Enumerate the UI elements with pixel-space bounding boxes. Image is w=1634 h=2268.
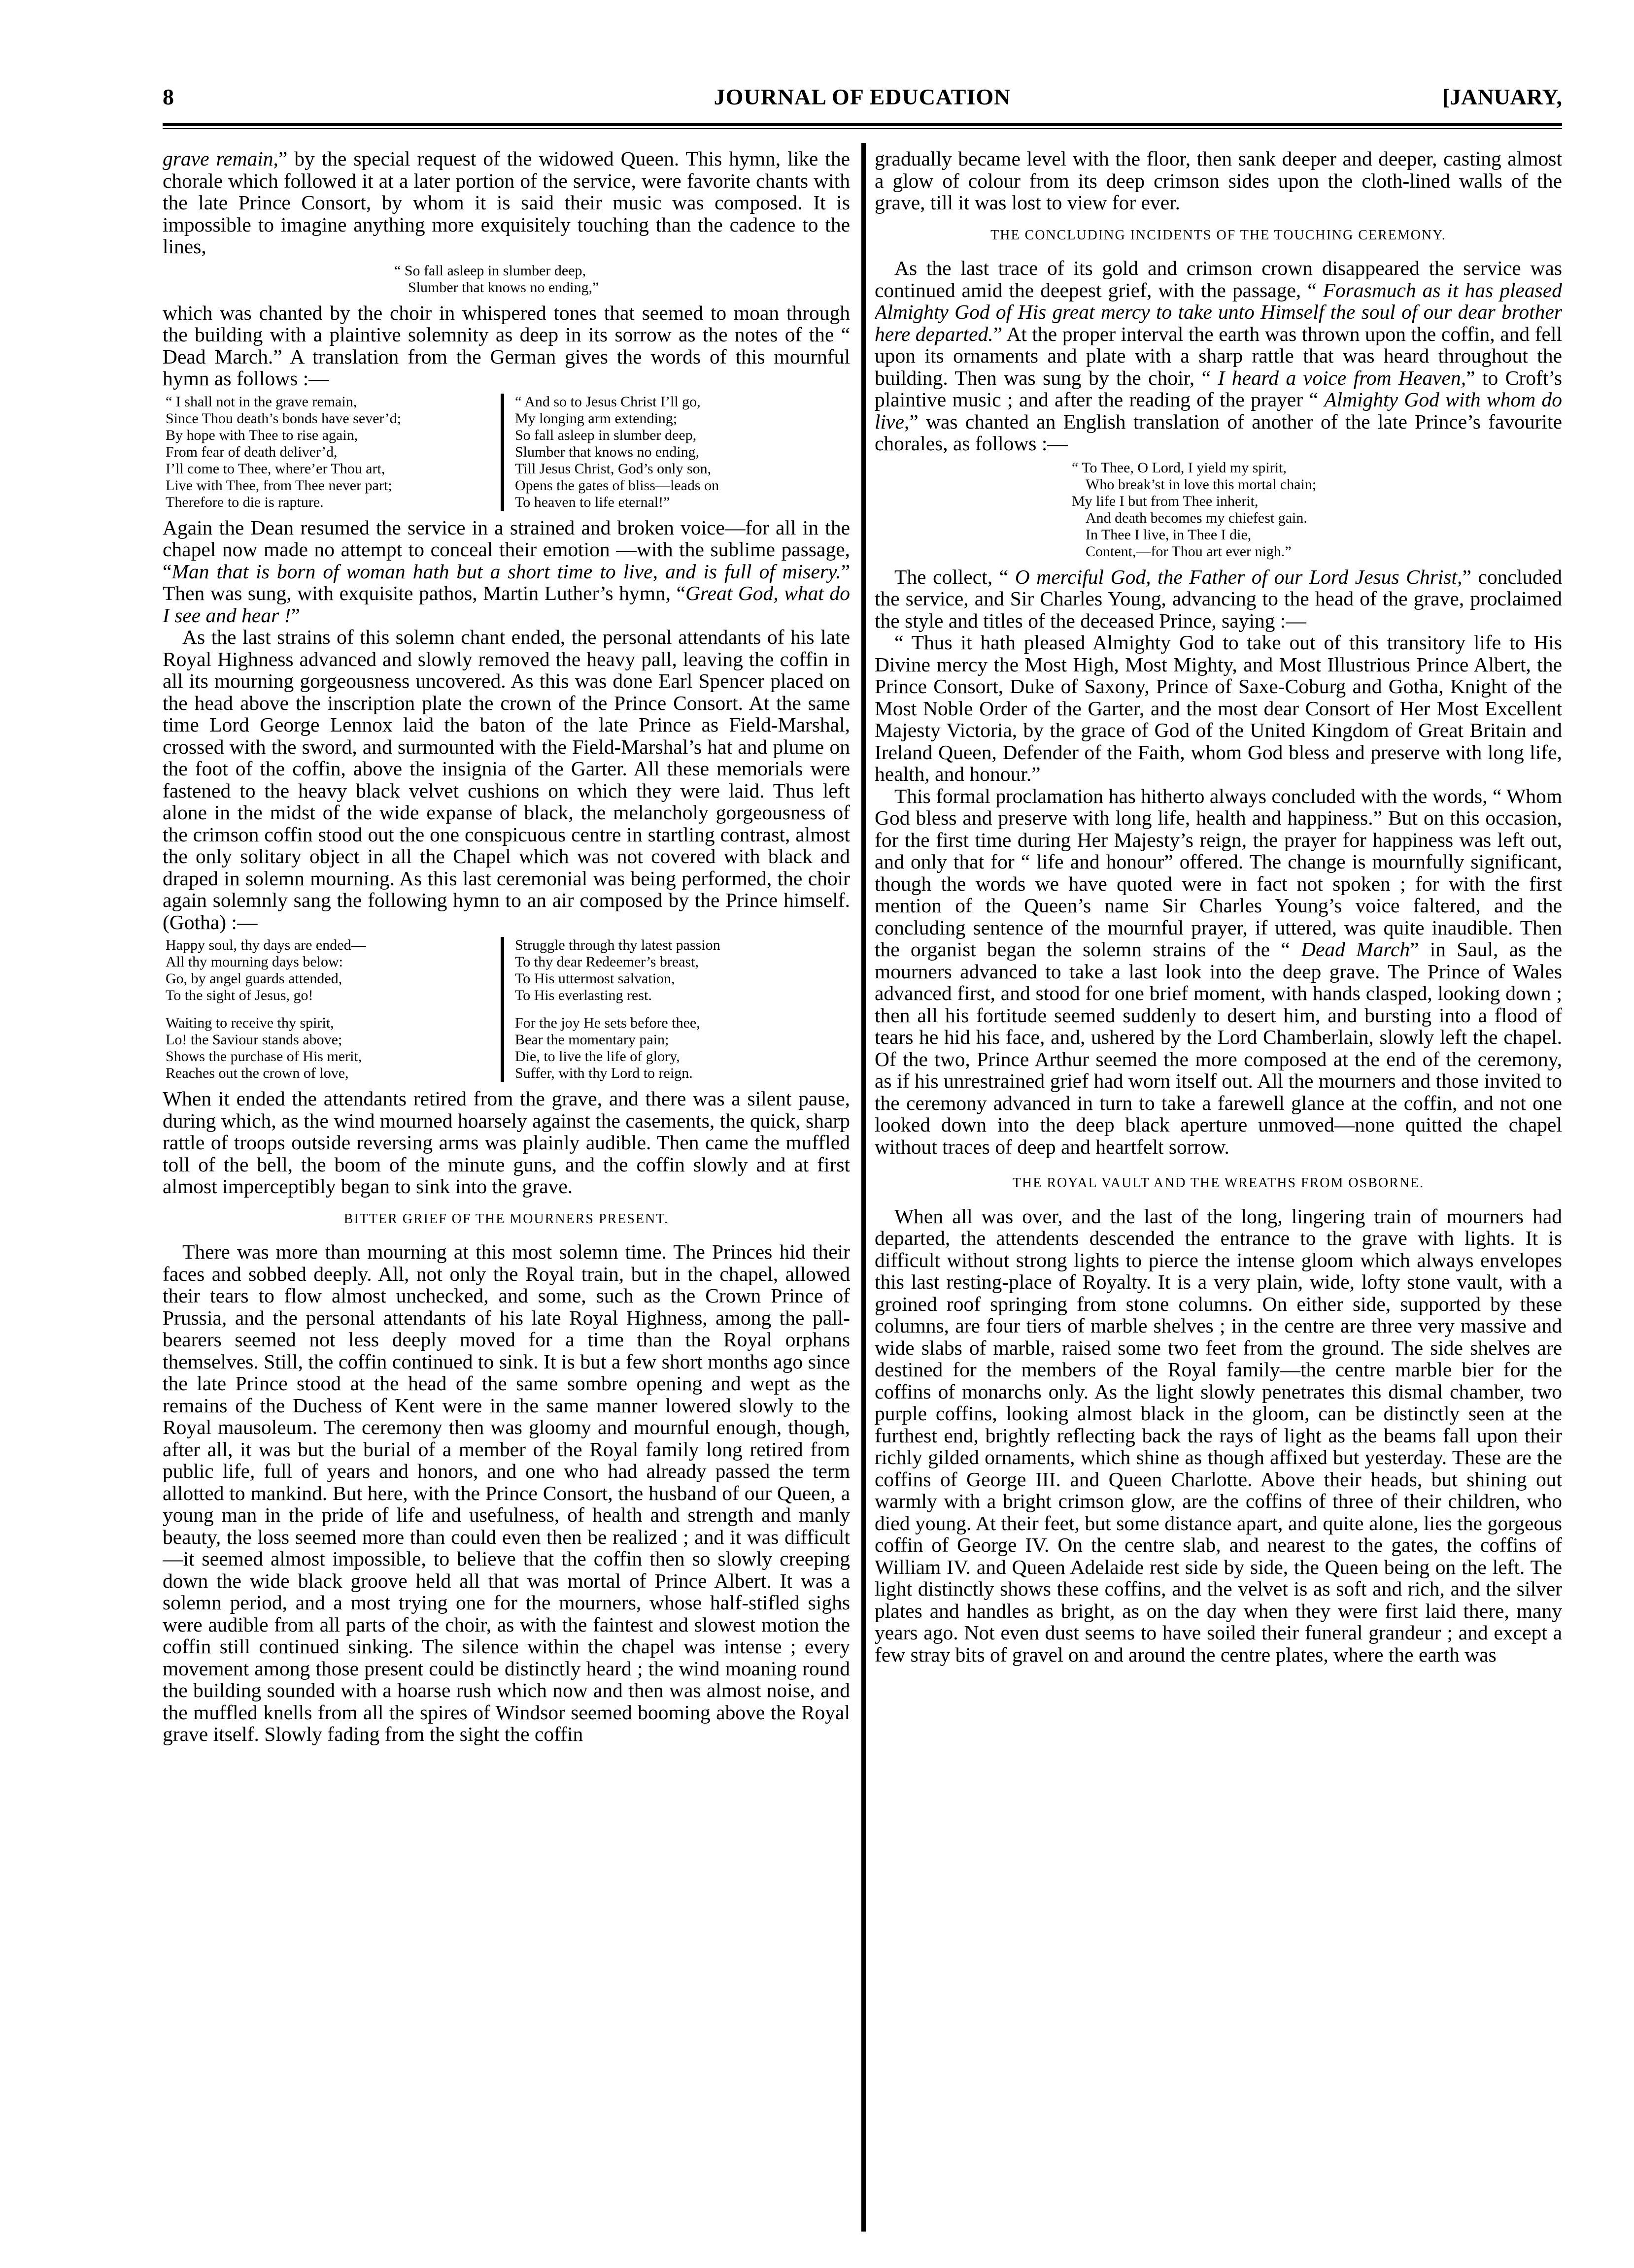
italic-phrase: Great God, what do I see and hear ! <box>163 582 850 627</box>
hymn-translation <box>163 394 850 511</box>
verse-line: Therefore to die is rapture. <box>166 494 324 510</box>
paragraph <box>875 566 1562 632</box>
paragraph-text: As the last trace of its gold and crimson crown disappeared the service was continued amid the deepest grief, with the passage, “ <box>875 257 1562 301</box>
paragraph-text: ” to Croft’s plaintive music ; and after the reading of the prayer “ <box>875 366 1562 411</box>
stanza-gap <box>515 1004 844 1015</box>
verse-line: Since Thou death’s bonds have sever’d; <box>166 410 401 427</box>
verse-line: Slumber that knows no ending,” <box>408 279 599 296</box>
paragraph: When all was over, and the last of the long, lingering train of mourners had departed, the attendents descended the entrance to the grave with lights. It is difficult without strong lights to pierce the intense gloom which always envelopes this last resting-place of Royalty. It is a very plain, wide, lofty stone vault, with a groined roof springing from stone columns. On either side, supported by these columns, are four tiers of marble shelves ; in the centre are three very massive and wide slabs of marble, raised some two feet from the ground. The side shelves are destined for the members of the Royal family—the centre marble bier for the coffins of monarchs only. As the light slowly penetrates this dismal chamber, two purple coffins, looking almost black in the gloom, can be distinctly seen at the furthest end, brightly reflecting back the rays of light as the beams fall upon their richly gilded ornaments, which shine as though affixed but yesterday. These are the coffins of George III. and Queen Charlotte. Above their heads, but shining out warmly with a bright crimson glow, are the coffins of three of their children, who died young. At their feet, but some distance apart, and quite alone, lies the gorgeous coffin of George IV. On the centre slab, and nearest to the gates, the coffins of William IV. and Queen Adelaide rest side by side, the Queen being on the left. The light distinctly shows these coffins, and the velvet is as soft and rich, and the silver plates and handles as bright, as on the day when they were first laid there, many years ago. Not even dust seems to have soiled their funeral grandeur ; and except a few stray bits of gravel on and around the centre plates, where the earth was <box>875 1204 1562 1666</box>
verse-line: “ So fall asleep in slumber deep, <box>394 262 586 279</box>
verse-line: To the sight of Jesus, go! <box>166 987 313 1003</box>
paragraph <box>163 517 850 627</box>
column-divider <box>861 143 866 2232</box>
page-number: 8 <box>163 84 174 109</box>
paragraph <box>163 148 850 258</box>
paragraph <box>875 785 1562 1158</box>
paragraph-text: ” by the special request of the widowed Queen. This hymn, like the chorale which followed it at a later portion of the service, were favorite chants with the late Prince Consort, by whom it is said their music was composed. It is impossible to imagine anything more exquisitely touching than the cadence to the lines, <box>163 148 850 258</box>
paragraph: There was more than mourning at this most solemn time. The Princes hid their faces and sobbed deeply. All, not only the Royal train, but in the chapel, allowed their tears to flow almost unchecked, and some, such as the Crown Prince of Prussia, and the personal attendants of his late Royal Highness, among the pall-bearers seemed not less deeply moved for a time than the Royal orphans themselves. Still, the coffin continued to sink. It is but a few short months ago since the late Prince stood at the head of the same sombre opening and wept as the remains of the Duchess of Kent were in the same manner lowered slowly to the Royal mausoleum. The ceremony then was gloomy and mournful enough, though, after all, it was but the burial of a member of the Royal family long retired from public life, full of years and honors, and one who had already passed the term allotted to mankind. But here, with the Prince Consort, the husband of our Queen, a young man in the pride of life and usefulness, of health and strength and manly beauty, the loss seemed more than could even then be realized ; and it was difficult—it seemed almost impossible, to believe that the coffin then so slowly creeping down the wide black groove held all that was mortal of Prince Albert. It was a solemn period, and a most trying one for the mourners, whose half-stifled sighs were audible from all parts of the choir, as with the faintest and slowest motion the coffin still continued sinking. The silence within the chapel was intense ; every movement among those present could be distinctly heard ; the wind moaning round the building sounded with a hoarse rush which now and then was almost noise, and the muffled knells from all the spires of Windsor seemed booming above the Royal grave itself. Slowly fading from the sight the coffin <box>163 1240 850 1745</box>
verse-line: Reaches out the crown of love, <box>166 1065 349 1081</box>
paragraph-text: The collect, “ <box>894 565 1015 588</box>
verse-line: So fall asleep in slumber deep, <box>515 427 697 443</box>
paragraph-text: This formal proclamation has hitherto always concluded with the words, “ Whom God bless and preserve with long life, health and happiness.” But on this occasion, for the first time during Her Majesty’s reign, the prayer for happiness was left out, and only that for “ life and honour” offered. The change is mournfully significant, though the words we have quoted were in fact not spoken ; for with the first mention of the Queen’s name Sir Charles Young’s voice faltered, and the concluding sentence of the mournful prayer, if uttered, was quite inaudible. Then the organist began the solemn strains of the “ <box>875 784 1562 961</box>
verse-line: In Thee I live, in Thee I die, <box>1086 526 1252 543</box>
hymn-column-left <box>163 937 501 1082</box>
verse-line: “ And so to Jesus Christ I’ll go, <box>515 393 701 410</box>
italic-phrase: Man that is born of woman hath but a short time to live, and is full of misery. <box>171 560 841 583</box>
verse-line: By hope with Thee to rise again, <box>166 427 358 443</box>
stanza-gap <box>166 1004 495 1015</box>
paragraph-text: ” <box>291 603 300 627</box>
section-heading: BITTER GRIEF OF THE MOURNERS PRESENT. <box>343 1211 669 1227</box>
verse-line: Live with Thee, from Thee never part; <box>166 477 392 494</box>
header-rule <box>163 123 1562 129</box>
verse-line: And death becomes my chiefest gain. <box>1086 509 1307 526</box>
paragraph-text: ” concluded the service, and Sir Charles Young, advancing to the head of the grave, proclaimed the style and titles of the deceased Prince, saying :— <box>875 565 1562 632</box>
verse-line: Shows the purchase of His merit, <box>166 1048 362 1065</box>
paragraph: When it ended the attendants retired from the grave, and there was a silent pause, during which, as the wind mourned hoarsely against the casements, the quick, sharp rattle of troops outside reversing arms was plainly audible. Then came the muffled toll of the bell, the boom of the minute guns, and the coffin slowly and at first almost imperceptibly began to sink into the grave. <box>163 1087 850 1198</box>
italic-phrase: O merciful God, the Father of our Lord Jesus Christ, <box>1015 565 1463 588</box>
issue-month: [JANUARY, <box>1442 84 1562 109</box>
paragraph-text: ” Then was sung, with exquisite pathos, Martin Luther’s hymn, “ <box>163 560 850 604</box>
journal-title: JOURNAL OF EDUCATION <box>714 84 1011 109</box>
verse-line: To His uttermost salvation, <box>515 970 675 987</box>
quoted-lines <box>394 263 850 296</box>
paragraph <box>875 257 1562 455</box>
verse-line: I’ll come to Thee, where’er Thou art, <box>166 460 385 477</box>
running-header <box>163 84 1562 118</box>
paragraph: As the last strains of this solemn chant ended, the personal attendants of his late Royal Highness advanced and slowly removed the heavy pall, leaving the coffin in all its mourning gorgeousness uncovered. As this was done Earl Spencer placed on the head above the inscription plate the crown of the Prince Consort. At the same time Lord George Lennox laid the baton of the late Prince as Field-Marshal, crossed with the sword, and surmounted with the Field-Marshal’s hat and plume on the foot of the coffin, above the insignia of the Garter. All these memorials were fastened to the heavy black velvet cushions on which they were laid. Thus left alone in the midst of the wide expanse of black, the melancholy gorgeousness of the crimson coffin stood out the one conspicuous centre in startling contrast, almost the only solitary object in all the Chapel which was not covered with black and draped in solemn mourning. As this last ceremonial was being performed, the choir again solemnly sang the following hymn to an air composed by the Prince himself. (Gotha) :— <box>163 626 850 934</box>
verse-line: For the joy He sets before thee, <box>515 1015 700 1031</box>
verse-line: Waiting to receive thy spirit, <box>166 1015 334 1031</box>
verse-line: To heaven to life eternal!” <box>515 494 670 510</box>
chorale-translation <box>1072 460 1562 560</box>
italic-phrase: Forasmuch as it has pleased Almighty God of His great mercy to take unto Himself the soul of our dear brother here departed. <box>875 278 1562 345</box>
italic-phrase: Almighty God with whom do live, <box>875 388 1562 433</box>
hymn-column-right <box>501 937 850 1082</box>
hymn-gotha <box>163 937 850 1082</box>
verse-line: Till Jesus Christ, God’s only son, <box>515 460 712 477</box>
paragraph-text: ” At the proper interval the earth was thrown upon the coffin, and fell upon its ornaments and plate with a sharp rattle that was heard throughout the building. Then was sung by the choir, “ <box>875 322 1562 389</box>
verse-line: From fear of death deliver’d, <box>166 443 338 460</box>
left-column <box>163 148 850 2232</box>
section-heading: THE CONCLUDING INCIDENTS OF THE TOUCHING CEREMONY. <box>990 227 1446 243</box>
hymn-column-right <box>501 394 850 511</box>
verse-line: Suffer, with thy Lord to reign. <box>515 1065 693 1081</box>
verse-line: Slumber that knows no ending, <box>515 443 700 460</box>
verse-line: Struggle through thy latest passion <box>515 937 720 953</box>
verse-line: “ To Thee, O Lord, I yield my spirit, <box>1072 459 1287 476</box>
verse-line: To thy dear Redeemer’s breast, <box>515 954 699 970</box>
paragraph: “ Thus it hath pleased Almighty God to take out of this transitory life to His Divine mercy the Most High, Most Mighty, and Most Illustrious Prince Albert, the Prince Consort, Duke of Saxony, Prince of Saxe-Coburg and Gotha, Knight of the Most Noble Order of the Garter, and the most dear Consort of Her Most Excellent Majesty Victoria, by the grace of God of the United Kingdom of Great Britain and Ireland Queen, Defender of the Faith, whom God bless and preserve with long life, health, and honour.” <box>875 631 1562 785</box>
verse-line: Opens the gates of bliss—leads on <box>515 477 719 494</box>
italic-phrase: I heard a voice from Heaven, <box>1218 366 1466 389</box>
verse-line: Bear the momentary pain; <box>515 1032 669 1048</box>
verse-line: Happy soul, thy days are ended— <box>166 937 366 953</box>
verse-line: Content,—for Thou art ever nigh.” <box>1086 543 1292 560</box>
italic-phrase: Dead March <box>1300 938 1410 961</box>
verse-line: Go, by angel guards attended, <box>166 970 342 987</box>
right-column <box>875 148 1562 2232</box>
verse-line: Lo! the Saviour stands above; <box>166 1032 342 1048</box>
verse-line: Who break’st in love this mortal chain; <box>1086 476 1317 493</box>
verse-line: “ I shall not in the grave remain, <box>166 393 357 410</box>
paragraph: which was chanted by the choir in whispered tones that seemed to moan through the building with a plaintive solemnity as deep in its sorrow as the notes of the “ Dead March.” A translation from the German gives the words of this mournful hymn as follows :— <box>163 301 850 390</box>
verse-line: All thy mourning days below: <box>166 954 343 970</box>
verse-line: Die, to live the life of glory, <box>515 1048 680 1065</box>
verse-line: To His everlasting rest. <box>515 987 652 1003</box>
paragraph-text: ” in Saul, as the mourners advanced to take a last look into the deep grave. The Prince of Wales advanced first, and stood for one brief moment, with hands clasped, looking down ; then all his fortitude seemed suddenly to desert him, and bursting into a flood of tears he hid his face, and, ushered by the Lord Chamberlain, slowly left the chapel. Of the two, Prince Arthur seemed the more composed at the end of the ceremony, as if his unrestrained grief had worn itself out. All the mourners and those invited to the ceremony advanced in turn to take a farewell glance at the coffin, and not one looked down into the deep black aperture unmoved—none quitted the chapel without traces of deep and heartfelt sorrow. <box>875 938 1562 1158</box>
verse-line: My life I but from Thee inherit, <box>1072 493 1259 509</box>
verse-line: My longing arm extending; <box>515 410 678 427</box>
paragraph-text: Again the Dean resumed the service in a strained and broken voice—for all in the chapel now made no attempt to conceal their emotion —with the sublime passage, “ <box>163 516 850 583</box>
italic-phrase: grave remain, <box>163 148 278 170</box>
paragraph: gradually became level with the floor, then sank deeper and deeper, casting almost a glow of colour from its deep crimson sides upon the cloth-lined walls of the grave, till it was lost to view for ever. <box>875 148 1562 214</box>
section-heading: THE ROYAL VAULT AND THE WREATHS FROM OSBORNE. <box>1012 1175 1425 1191</box>
paragraph-text: ” was chanted an English translation of another of the late Prince’s favourite chorales, as follows :— <box>875 410 1562 455</box>
hymn-column-left <box>163 394 501 511</box>
